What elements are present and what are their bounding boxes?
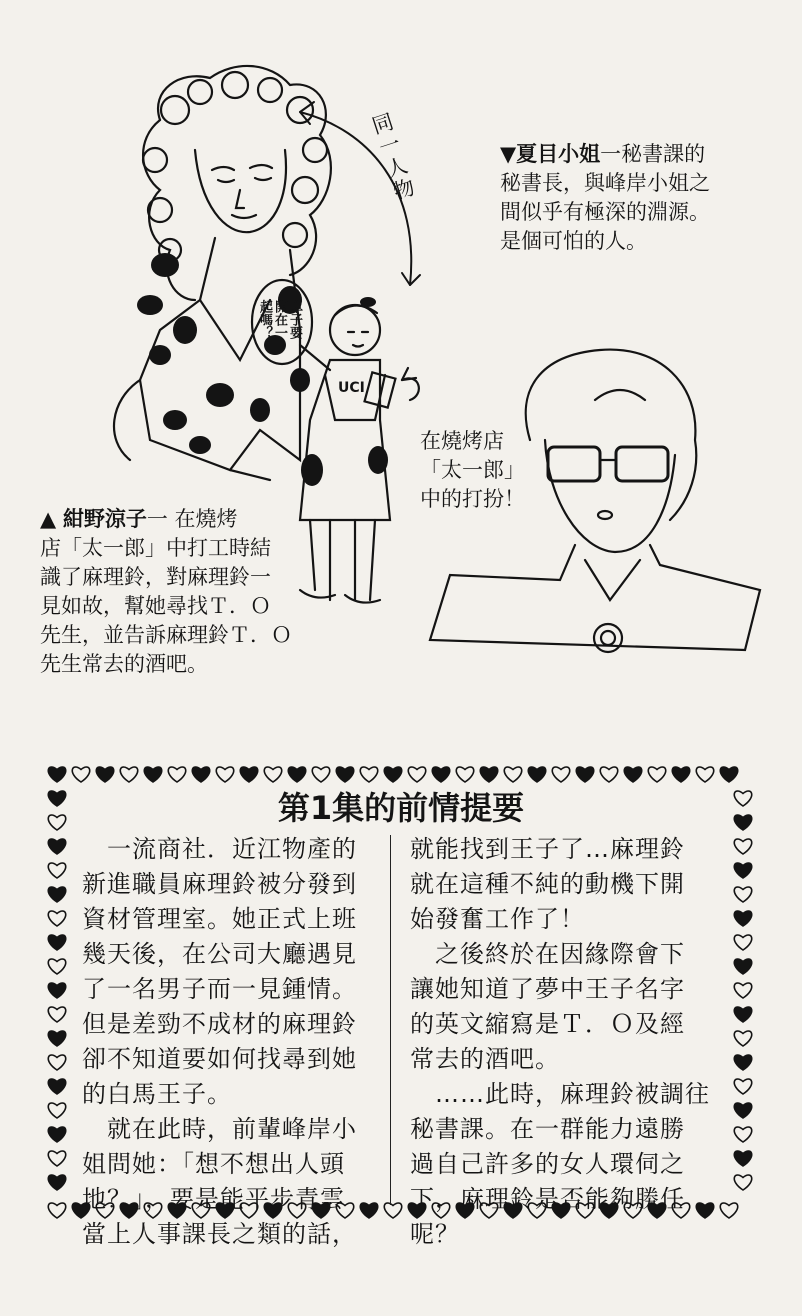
filled-heart-icon (48, 935, 65, 950)
summary-line: 的白馬王子。 (82, 1080, 232, 1108)
summary-line: 下，麻理鈴是否能夠勝任 (410, 1185, 685, 1213)
summary-line: 呢？ (410, 1220, 460, 1248)
curly-haired-woman-illustration (114, 66, 331, 480)
triangle-down-icon: ▼ (500, 142, 517, 166)
filled-heart-icon (48, 1079, 65, 1094)
same-person-label: 同一人物 (366, 109, 419, 205)
summary-line: ……此時，麻理鈴被調往 (410, 1080, 710, 1108)
outline-heart-icon (734, 983, 751, 998)
summary-line: 讓她知道了夢中王子名字 (410, 975, 685, 1003)
outline-heart-icon (48, 1151, 65, 1166)
outline-heart-icon (48, 911, 65, 926)
outline-heart-icon (734, 1031, 751, 1046)
filled-heart-icon (144, 767, 161, 782)
outline-heart-icon (168, 767, 185, 782)
filled-heart-icon (624, 767, 641, 782)
filled-heart-icon (48, 1031, 65, 1046)
summary-line: 但是差勁不成材的麻理鈴 (82, 1010, 357, 1038)
outline-heart-icon (264, 767, 281, 782)
filled-heart-icon (384, 767, 401, 782)
outline-heart-icon (48, 1103, 65, 1118)
summary-line: 地？」，要是能平步青雲 (82, 1185, 345, 1213)
outline-heart-icon (734, 839, 751, 854)
outline-heart-icon (384, 1203, 401, 1218)
outline-heart-icon (720, 1203, 737, 1218)
outline-heart-icon (48, 1055, 65, 1070)
triangle-up-icon: ▲ (40, 507, 57, 531)
filled-heart-icon (734, 1151, 751, 1166)
summary-line: 的英文縮寫是Ｔ．Ｏ及經 (410, 1010, 685, 1038)
konno-caption-line: 一 在燒烤 (146, 507, 238, 531)
apron-girl-illustration (300, 305, 419, 603)
filled-heart-icon (240, 767, 257, 782)
filled-heart-icon (528, 767, 545, 782)
summary-line: 過自己許多的女人環伺之 (410, 1150, 685, 1178)
outline-heart-icon (360, 767, 377, 782)
summary-line: 之後終於在因緣際會下 (410, 940, 685, 968)
natsume-caption-line: 是個可怕的人。 (500, 229, 647, 253)
summary-line: 始發奮工作了！ (410, 905, 585, 933)
filled-heart-icon (734, 911, 751, 926)
summary-line: 一流商社．近江物產的 (82, 835, 357, 863)
filled-heart-icon (432, 767, 449, 782)
natsume-caption-line: 一秘書課的 (600, 142, 706, 166)
filled-heart-icon (734, 959, 751, 974)
filled-heart-icon (336, 767, 353, 782)
konno-caption-line: 先生常去的酒吧。 (40, 652, 208, 676)
outline-heart-icon (408, 767, 425, 782)
outline-heart-icon (734, 935, 751, 950)
outline-heart-icon (120, 767, 137, 782)
outline-heart-icon (48, 1007, 65, 1022)
summary-line: 卻不知道要如何找尋到她 (82, 1045, 357, 1073)
outline-heart-icon (600, 767, 617, 782)
outline-heart-icon (48, 959, 65, 974)
summary-line: 姐問她：「想不想出人頭 (82, 1150, 345, 1178)
outline-heart-icon (552, 767, 569, 782)
filled-heart-icon (734, 1055, 751, 1070)
filled-heart-icon (48, 887, 65, 902)
summary-right-column (410, 832, 710, 1252)
natsume-caption-line: 間似乎有極深的淵源。 (500, 200, 710, 224)
speech-bubble-text-1: 單子要 (287, 300, 302, 339)
filled-heart-icon (48, 983, 65, 998)
filled-heart-icon (96, 767, 113, 782)
speech-bubble-text-3: 起嗎？ (257, 300, 272, 339)
summary-left-column (82, 832, 357, 1252)
outline-heart-icon (216, 767, 233, 782)
summary-line: 秘書課。在一群能力遠勝 (410, 1115, 685, 1143)
outline-heart-icon (734, 887, 751, 902)
summary-line: 就在此時，前輩峰岸小 (82, 1115, 357, 1143)
natsume-caption (500, 140, 710, 256)
outline-heart-icon (734, 1079, 751, 1094)
outline-heart-icon (504, 767, 521, 782)
outline-heart-icon (456, 767, 473, 782)
summary-line: 新進職員麻理鈴被分發到 (82, 870, 357, 898)
outline-heart-icon (72, 767, 89, 782)
konno-name: 紺野涼子 (62, 507, 147, 531)
apron-text: UCI (338, 380, 365, 396)
summary-title: 第1集的前情提要 (277, 789, 525, 827)
filled-heart-icon (48, 1175, 65, 1190)
natsume-caption-line: 秘書長，與峰岸小姐之 (500, 171, 710, 195)
filled-heart-icon (48, 767, 65, 782)
yakiniku-caption-line: 中的打扮！ (420, 487, 525, 511)
filled-heart-icon (192, 767, 209, 782)
yakiniku-caption-line: 在燒烤店 (420, 429, 504, 453)
summary-line: 就能找到王子了…麻理鈴 (410, 835, 685, 863)
column-divider (390, 835, 391, 1205)
konno-caption-line: 店「太一郎」中打工時結 (40, 536, 271, 560)
summary-line: 常去的酒吧。 (410, 1045, 560, 1073)
konno-caption (40, 505, 292, 679)
outline-heart-icon (48, 863, 65, 878)
natsume-name: 夏目小姐 (516, 142, 601, 166)
summary-line: 幾天後，在公司大廳遇見 (82, 940, 357, 968)
filled-heart-icon (672, 767, 689, 782)
filled-heart-icon (734, 1103, 751, 1118)
filled-heart-icon (48, 1127, 65, 1142)
filled-heart-icon (48, 839, 65, 854)
konno-caption-line: 識了麻理鈴，對麻理鈴一 (40, 565, 271, 589)
outline-heart-icon (48, 1203, 65, 1218)
filled-heart-icon (734, 1007, 751, 1022)
filled-heart-icon (720, 767, 737, 782)
summary-line: 資材管理室。她正式上班 (82, 905, 357, 933)
filled-heart-icon (734, 863, 751, 878)
filled-heart-icon (288, 767, 305, 782)
yakiniku-caption (420, 427, 525, 514)
summary-line: 了一名男子而一見鍾情。 (82, 975, 357, 1003)
yakiniku-caption-line: 「太一郎」 (420, 458, 525, 482)
filled-heart-icon (360, 1203, 377, 1218)
outline-heart-icon (734, 1175, 751, 1190)
outline-heart-icon (734, 1127, 751, 1142)
outline-heart-icon (696, 767, 713, 782)
konno-caption-line: 見如故，幫她尋找Ｔ．Ｏ (40, 594, 271, 618)
speech-bubble-text-2: 開在一 (272, 300, 287, 339)
summary-line: 當上人事課長之類的話， (82, 1220, 357, 1248)
konno-caption-line: 先生，並告訴麻理鈴Ｔ．Ｏ (40, 623, 292, 647)
summary-line: 就在這種不純的動機下開 (410, 870, 685, 898)
outline-heart-icon (312, 767, 329, 782)
filled-heart-icon (576, 767, 593, 782)
filled-heart-icon (480, 767, 497, 782)
outline-heart-icon (648, 767, 665, 782)
